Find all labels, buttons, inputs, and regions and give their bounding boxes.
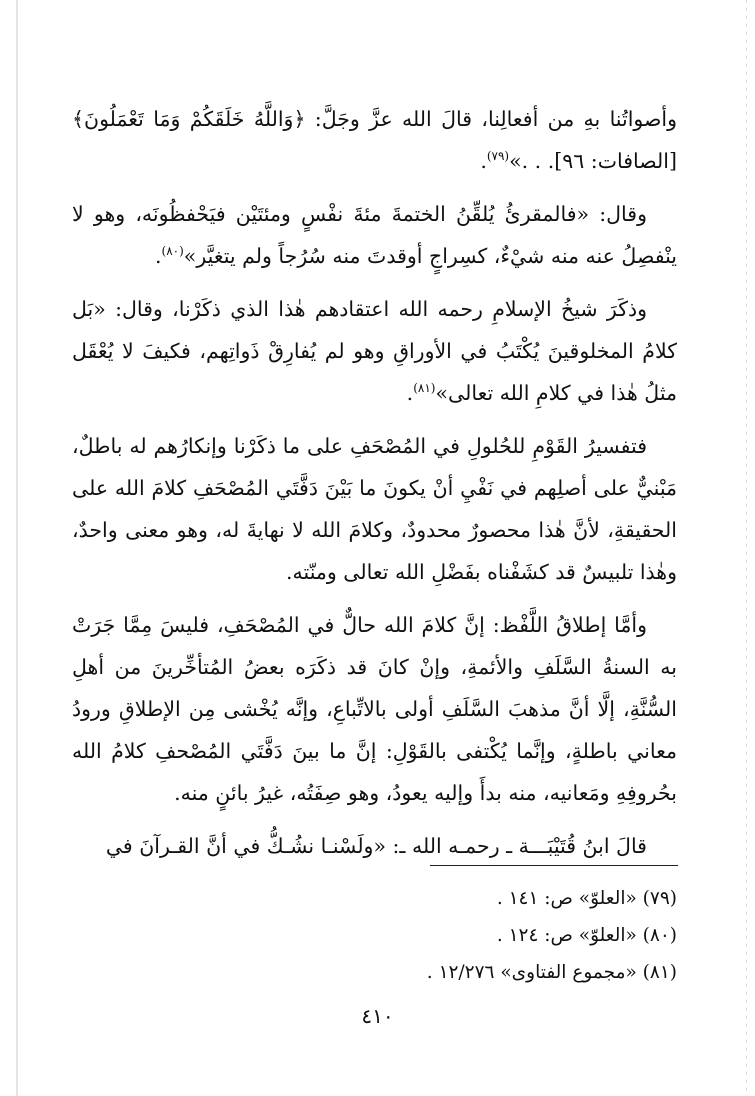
footnote-80: (٨٠) «العلوّ» ص: ١٢٤ .	[496, 925, 677, 946]
paragraph-text: وأصواتُنا بهِ من أفعالِنا، قالَ الله عزَّ وجَلَّ: ﴿وَاللَّهُ خَلَقَكُمْ وَمَا تَعْمَلُونَ﴾ [الصافات: ٩٦]. . .»	[72, 107, 677, 173]
paragraph-text: فتفسيرُ القَوْمِ للحُلولِ في المُصْحَفِ على ما ذكَرْنا وإنكارُهم له باطلٌ، مَبْنيٌّ على أصلِهم في نَفْيِ أنْ يكونَ ما بَيْنَ دَفَّتَي المُصْحَفِ كلامَ الله على الحقيقةِ، لأنَّ هٰذا محصورٌ محدودٌ، وكلامَ الله لا نهايةَ له، وهو معنى واحدٌ، وهٰذا تلبيسٌ قد كشَفْناه بفَضْلِ الله تعالى ومنّته.	[72, 434, 677, 584]
page-number: ٤١٠	[361, 1004, 394, 1028]
paragraph-text: وقال: «فالمقرئُ يُلقِّنُ الختمةَ مئةَ نفْسٍ ومئتَيْن فيَحْفظُونَه، وهو لا ينْفصِلُ عنه منه شيْءٌ، كسِراجٍ أوقدتَ منه سُرُجاً ولم يتغيَّر»	[72, 202, 677, 268]
paragraph-5	[72, 604, 677, 814]
scan-edge-dots	[746, 0, 747, 1096]
paragraph-tail: .	[480, 149, 487, 173]
footnote-81: (٨١) «مجموع الفتاوى» ١٢/٢٧٦ .	[426, 962, 677, 983]
footnote-separator	[430, 865, 678, 866]
paragraph-1	[72, 98, 677, 182]
paragraph-text: وذكَرَ شيخُ الإسلامِ رحمه الله اعتقادهم هٰذا الذي ذكَرْنا، وقال: «بَل كلامُ المخلوقينَ يُكْتَبُ في الأوراقِ وهو لم يُفارِقْ ذَواتِهم، فكيفَ لا يُعْقَل مثلُ هٰذا في كلامِ الله تعالى»	[72, 297, 677, 405]
paragraph-text: قالَ ابنُ قُتَيْبَـــة ـ رحمـه الله ـ: «ولَسْنـا نشُـكُّ في أنَّ القـرآنَ في	[105, 834, 647, 858]
paragraph-2	[72, 193, 677, 277]
footnote-ref-80: (٨٠)	[161, 244, 184, 259]
footnote-ref-81: (٨١)	[413, 381, 436, 396]
scan-edge-shadow	[16, 0, 18, 1096]
paragraph-text: وأمَّا إطلاقُ اللَّفْظ: إنَّ كلامَ الله حالٌّ في المُصْحَفِ، فليسَ مِمَّا جَرَتْ به السنةُ السَّلَفِ والأئمةِ، وإنْ كانَ قد ذكَرَه بعضُ المُتأخِّرينَ من أهلِ السُّنَّةِ، إلَّا أنَّ مذهبَ السَّلَفِ أولى بالاتِّباعِ، وإنَّه يُخْشى مِن الإطلاقِ ورودُ معاني باطلةٍ، وإنَّما يُكْتفى بالقَوْلِ: إنَّ ما بينَ دَفَّتَي المُصْحفِ كلامُ الله بحُروفِهِ ومَعانيه، منه بدأَ وإليه يعودُ، وهو صِفَتُه، غيرُ بائنٍ منه.	[72, 613, 677, 805]
paragraph-tail: .	[154, 244, 162, 268]
footnotes	[427, 880, 677, 991]
main-text	[72, 98, 677, 878]
footnote-79: (٧٩) «العلوّ» ص: ١٤١ .	[496, 888, 677, 909]
paragraph-4	[72, 425, 677, 593]
paragraph-tail: .	[406, 381, 414, 405]
paragraph-6	[72, 825, 677, 867]
footnote-ref-79: (٧٩)	[486, 149, 510, 164]
paragraph-3	[72, 288, 677, 414]
